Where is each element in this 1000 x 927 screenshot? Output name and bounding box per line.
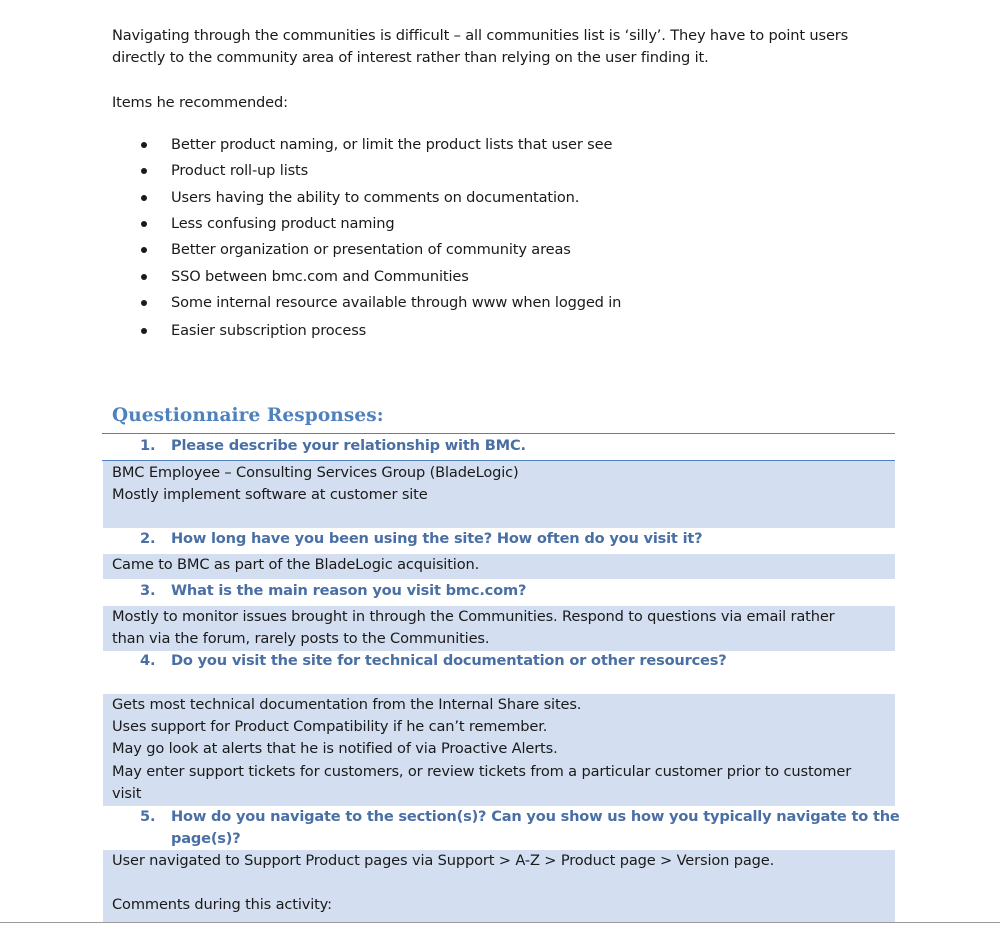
list-item-text: Better product naming, or limit the product lists that user see bbox=[171, 136, 613, 153]
bullet-icon bbox=[141, 168, 147, 174]
answer-4 bbox=[103, 694, 895, 806]
question-text: How long have you been using the site? How often do you visit it? bbox=[171, 530, 703, 547]
list-item-text: Some internal resource available through www when logged in bbox=[171, 294, 622, 311]
heading-divider bbox=[102, 433, 895, 434]
answer-line: May go look at alerts that he is notified of via Proactive Alerts. bbox=[112, 740, 558, 757]
bullet-icon bbox=[141, 142, 147, 148]
question-4 bbox=[112, 650, 895, 672]
question-text: Please describe your relationship with BMC. bbox=[171, 437, 526, 454]
question-text: Do you visit the site for technical documentation or other resources? bbox=[171, 652, 727, 669]
question-number: 3. bbox=[140, 582, 156, 599]
question-5 bbox=[112, 806, 900, 850]
question-1 bbox=[112, 435, 895, 457]
list-item-text: Less confusing product naming bbox=[171, 215, 395, 232]
intro-line-2: directly to the community area of interest rather than relying on the user finding it. bbox=[112, 49, 709, 66]
answer-line: User navigated to Support Product pages via Support > A-Z > Product page > Version page. bbox=[112, 852, 775, 869]
bullet-icon bbox=[141, 328, 147, 334]
answer-3 bbox=[103, 606, 895, 651]
section-heading: Questionnaire Responses: bbox=[112, 405, 384, 426]
answer-line: Gets most technical documentation from the Internal Share sites. bbox=[112, 696, 582, 713]
question-2 bbox=[112, 528, 895, 550]
answer-line: Came to BMC as part of the BladeLogic acquisition. bbox=[112, 556, 480, 573]
answer-line: BMC Employee – Consulting Services Group (BladeLogic) bbox=[112, 464, 519, 481]
question-number: 5. bbox=[140, 808, 156, 825]
answer-2 bbox=[103, 554, 895, 579]
answer-line: visit bbox=[112, 785, 142, 802]
list-item-text: Users having the ability to comments on documentation. bbox=[171, 189, 580, 206]
answer-line: Mostly implement software at customer site bbox=[112, 486, 428, 503]
question-text-continued: page(s)? bbox=[171, 830, 241, 847]
answer-line: than via the forum, rarely posts to the Communities. bbox=[112, 630, 490, 647]
answer-line: May enter support tickets for customers, or review tickets from a particular customer prior to customer bbox=[112, 763, 852, 780]
question-number: 4. bbox=[140, 652, 156, 669]
bullet-icon bbox=[141, 274, 147, 280]
bullet-icon bbox=[141, 221, 147, 227]
answer-1 bbox=[103, 461, 895, 528]
bullet-icon bbox=[141, 195, 147, 201]
question-number: 2. bbox=[140, 530, 156, 547]
bullet-icon bbox=[141, 247, 147, 253]
list-item-text: Better organization or presentation of community areas bbox=[171, 241, 571, 258]
list-item-text: SSO between bmc.com and Communities bbox=[171, 268, 469, 285]
answer-line: Mostly to monitor issues brought in through the Communities. Respond to questions via email rather bbox=[112, 608, 835, 625]
recommend-label: Items he recommended: bbox=[112, 94, 288, 111]
question-text: What is the main reason you visit bmc.com? bbox=[171, 582, 527, 599]
question-text: How do you navigate to the section(s)? Can you show us how you typically navigate to the bbox=[171, 808, 900, 825]
list-item-text: Product roll-up lists bbox=[171, 162, 309, 179]
question-number: 1. bbox=[140, 437, 156, 454]
answer-line: Uses support for Product Compatibility if he can’t remember. bbox=[112, 718, 548, 735]
page-bottom-edge bbox=[0, 922, 1000, 923]
question-3 bbox=[112, 580, 895, 602]
list-item-text: Easier subscription process bbox=[171, 322, 367, 339]
intro-line-1: Navigating through the communities is difficult – all communities list is ‘silly’. They have to point users bbox=[112, 27, 849, 44]
bullet-icon bbox=[141, 300, 147, 306]
answer-line: Comments during this activity: bbox=[112, 896, 332, 913]
answer-5 bbox=[103, 850, 895, 922]
